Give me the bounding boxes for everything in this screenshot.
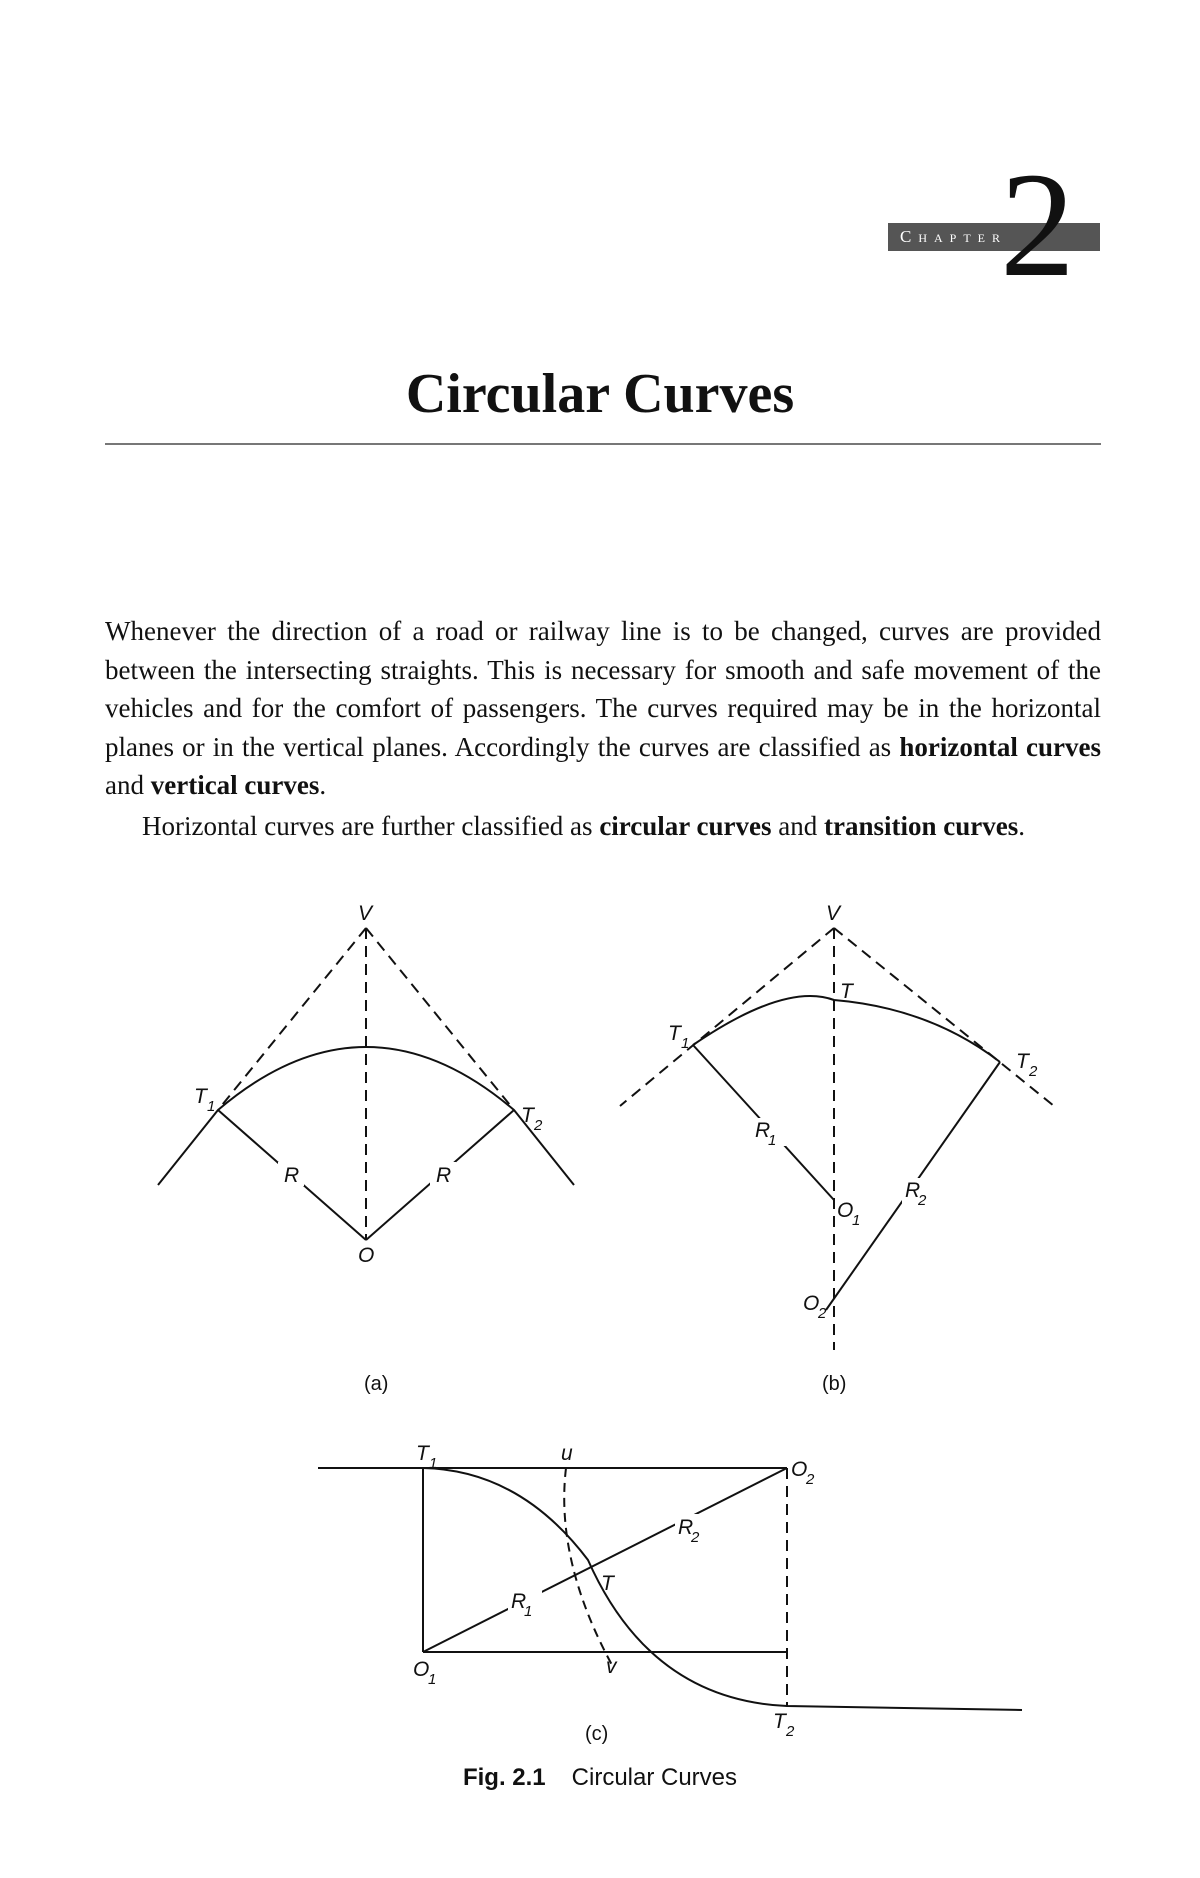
chapter-number: 2 [1000,142,1075,308]
tangent-right [834,928,1054,1106]
label-r-right: R [436,1164,452,1187]
label-t: T [840,980,853,1003]
label-r2-sub: 2 [691,1529,700,1546]
label-o2: O [803,1292,820,1315]
figure-panel-a [158,928,574,1240]
label-o1: O [413,1658,430,1681]
term-vertical-curves: vertical curves [150,770,320,800]
label-o2: O [791,1458,808,1481]
chapter-label: Chapter [900,227,1008,246]
term-circular-curves: circular curves [599,810,772,841]
paragraph-2-text-b: and [771,810,825,841]
label-u: u [561,1442,573,1465]
label-t1: T [668,1022,681,1045]
label-t1: T [416,1442,429,1465]
panel-a-caption: (a) [364,1373,389,1395]
paragraph-2-text-c: . [1018,810,1025,841]
label-t1-sub: 1 [429,1455,438,1472]
label-t2: T [1016,1050,1029,1073]
label-o: O [358,1244,375,1267]
label-o1-sub: 1 [428,1671,437,1688]
term-transition-curves: transition curves [824,810,1019,841]
label-o2-sub: 2 [818,1305,827,1322]
label-r2-sub: 2 [918,1192,927,1209]
figure-caption-number: Fig. 2.1 [462,1764,546,1791]
tangent-left [620,928,834,1106]
label-r1: R [511,1590,527,1613]
label-r2: R [905,1179,921,1202]
label-t2: T [521,1104,534,1127]
label-o1: O [837,1199,854,1222]
panel-b-caption: (b) [822,1373,847,1395]
label-t1-sub: 1 [681,1035,690,1052]
page-title: Circular Curves [405,363,795,425]
label-r2: R [678,1516,694,1539]
paragraph-2-text-a: Horizontal curves are further classified as [142,810,600,841]
label-o2-sub: 2 [806,1471,815,1488]
label-t2-sub: 2 [1029,1063,1038,1080]
label-v: v [606,1655,617,1678]
label-t2: T [773,1710,786,1733]
label-r1: R [755,1119,771,1142]
term-horizontal-curves: horizontal curves [899,731,1101,762]
label-v: V [826,902,841,925]
label-r1-sub: 1 [768,1132,777,1149]
label-r-left: R [284,1164,300,1187]
paragraph-1-text-c: . [319,770,327,800]
panel-c-caption: (c) [585,1723,609,1745]
label-t1: T [194,1085,207,1108]
tangent-left-solid [158,1110,218,1185]
diagonal-o1-o2 [423,1468,787,1652]
label-r1-sub: 1 [524,1603,533,1620]
label-t1-sub: 1 [207,1098,216,1115]
compound-curve [693,996,1000,1062]
label-t: T [601,1572,614,1595]
figure-caption [0,1764,1200,1792]
figure-caption-text: Circular Curves [571,1764,738,1791]
paragraph-1-text-a: Whenever the direction of a road or railway line is to be changed, curves are provided between the intersecting straights. This is necessary for smooth and safe movement of the vehicles and for the comfort of passengers. The curves required may be in the horizontal planes or in the vertical planes. Accordingly the curves are classified as [105,616,1101,762]
label-t2-sub: 2 [534,1117,543,1134]
paragraph-1-text-b: and [105,770,151,800]
label-t2-sub: 2 [786,1723,795,1740]
tangent-left-dashed [218,928,366,1110]
label-o1-sub: 1 [852,1212,861,1229]
tangent-right-dashed [366,928,514,1110]
dashed-arc-uv [564,1468,612,1665]
figure-panel-b [620,928,1054,1350]
label-v: V [358,902,373,925]
